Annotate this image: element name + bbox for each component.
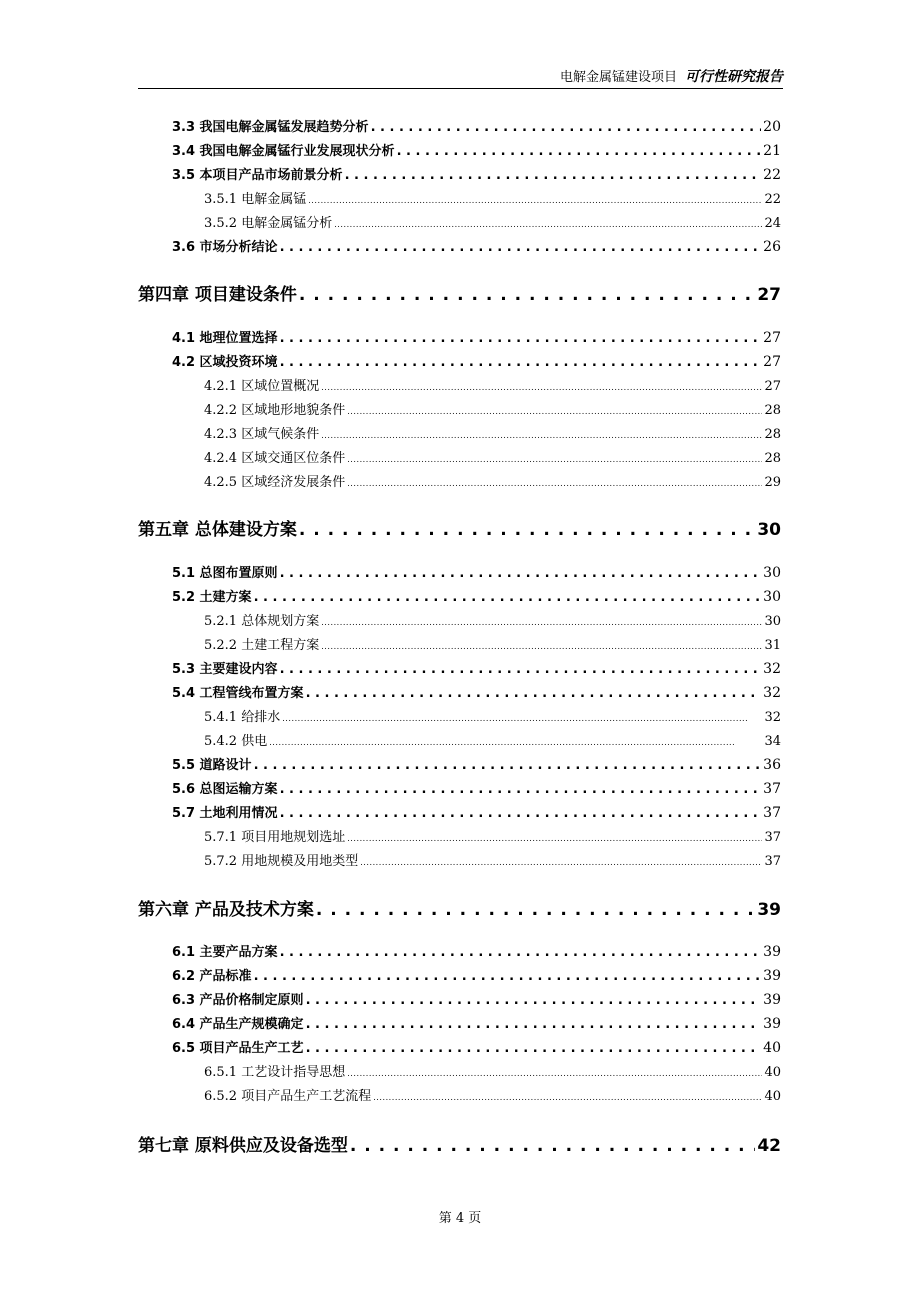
toc-subsection-page-number: 37 (764, 854, 781, 869)
toc-section-page-number: 36 (763, 757, 781, 773)
toc-subsection-page-number: 22 (764, 192, 781, 207)
dot-leader (350, 1136, 755, 1156)
toc-chapter[interactable] (138, 280, 781, 306)
toc-chapter[interactable] (138, 1131, 781, 1157)
toc-subsection-page-number: 28 (764, 403, 781, 418)
toc-subsection[interactable] (204, 1085, 781, 1105)
toc-subsection-title: 5.4.1 给排水 (204, 710, 281, 725)
dot-leader (254, 969, 762, 984)
toc-chapter-title: 第四章 项目建设条件 (138, 285, 297, 305)
dot-leader (254, 758, 762, 773)
dot-leader (306, 1017, 762, 1032)
toc-subsection-page-number: 28 (764, 427, 781, 442)
toc-subsection-page-number: 34 (764, 734, 781, 749)
toc-subsection-title: 4.2.2 区域地形地貌条件 (204, 403, 346, 418)
toc-section[interactable] (172, 327, 781, 347)
toc-section-title: 5.3 主要建设内容 (172, 662, 278, 677)
header-project-title: 电解金属锰建设项目 (559, 70, 677, 85)
header-document-type: 可行性研究报告 (685, 69, 783, 85)
toc-section-title: 5.2 土建方案 (172, 590, 252, 605)
dot-leader (345, 168, 762, 183)
toc-subsection[interactable] (204, 850, 781, 870)
dot-leader (306, 1041, 762, 1056)
dot-leader (316, 900, 755, 920)
toc-section[interactable] (172, 140, 781, 160)
toc-subsection[interactable] (204, 706, 781, 726)
dot-leader (308, 196, 762, 205)
dot-leader (280, 945, 762, 960)
toc-section-page-number: 32 (763, 661, 781, 677)
toc-subsection-page-number: 37 (764, 830, 781, 845)
toc-subsection-page-number: 40 (764, 1065, 781, 1080)
toc-chapter-page-number: 30 (757, 520, 781, 540)
toc-subsection-page-number: 27 (764, 379, 781, 394)
toc-subsection-title: 4.2.5 区域经济发展条件 (204, 475, 346, 490)
toc-section-title: 3.6 市场分析结论 (172, 240, 278, 255)
toc-subsection-page-number: 29 (764, 475, 781, 490)
dot-leader (280, 806, 762, 821)
toc-chapter-title: 第六章 产品及技术方案 (138, 900, 314, 920)
dot-leader (306, 993, 762, 1008)
toc-section[interactable] (172, 802, 781, 822)
toc-section[interactable] (172, 116, 781, 136)
toc-subsection[interactable] (204, 212, 781, 232)
dot-leader (373, 1093, 762, 1102)
toc-subsection[interactable] (204, 375, 781, 395)
toc-subsection[interactable] (204, 423, 781, 443)
toc-subsection-title: 5.4.2 供电 (204, 734, 268, 749)
dot-leader (280, 240, 762, 255)
dot-leader (299, 520, 755, 540)
dot-leader (347, 479, 762, 488)
toc-section[interactable] (172, 941, 781, 961)
toc-section-title: 5.6 总图运输方案 (172, 782, 278, 797)
toc-section-page-number: 22 (763, 167, 781, 183)
toc-section-title: 6.3 产品价格制定原则 (172, 993, 304, 1008)
toc-section[interactable] (172, 1013, 781, 1033)
toc-subsection-title: 5.2.1 总体规划方案 (204, 614, 320, 629)
toc-chapter-page-number: 39 (757, 900, 781, 920)
toc-section-title: 4.1 地理位置选择 (172, 331, 278, 346)
toc-subsection-title: 5.7.2 用地规模及用地类型 (204, 854, 359, 869)
page-header (138, 64, 783, 89)
toc-subsection[interactable] (204, 447, 781, 467)
toc-section-page-number: 37 (763, 781, 781, 797)
dot-leader (269, 738, 762, 747)
dot-leader (334, 220, 762, 229)
dot-leader (397, 144, 762, 159)
toc-section-page-number: 27 (763, 354, 781, 370)
toc-section-title: 3.5 本项目产品市场前景分析 (172, 168, 343, 183)
toc-section-page-number: 39 (763, 944, 781, 960)
toc-subsection[interactable] (204, 730, 781, 750)
toc-subsection-page-number: 28 (764, 451, 781, 466)
toc-section-page-number: 27 (763, 330, 781, 346)
toc-subsection[interactable] (204, 1061, 781, 1081)
toc-chapter[interactable] (138, 895, 781, 921)
toc-subsection-title: 4.2.3 区域气候条件 (204, 427, 320, 442)
toc-section[interactable] (172, 965, 781, 985)
dot-leader (280, 566, 762, 581)
toc-section-title: 5.7 土地利用情况 (172, 806, 278, 821)
toc-section[interactable] (172, 562, 781, 582)
toc-section-title: 6.4 产品生产规模确定 (172, 1017, 304, 1032)
toc-subsection-title: 6.5.2 项目产品生产工艺流程 (204, 1089, 372, 1104)
toc-section[interactable] (172, 778, 781, 798)
dot-leader (280, 782, 762, 797)
toc-section-title: 6.5 项目产品生产工艺 (172, 1041, 304, 1056)
toc-subsection[interactable] (204, 826, 781, 846)
toc-section-page-number: 30 (763, 565, 781, 581)
toc-subsection-title: 5.7.1 项目用地规划选址 (204, 830, 346, 845)
toc-subsection-title: 5.2.2 土建工程方案 (204, 638, 320, 653)
toc-section[interactable] (172, 236, 781, 256)
toc-section-page-number: 37 (763, 805, 781, 821)
dot-leader (347, 455, 762, 464)
dot-leader (282, 714, 762, 723)
toc-section-page-number: 30 (763, 589, 781, 605)
toc-chapter[interactable] (138, 515, 781, 541)
toc-chapter-page-number: 42 (757, 1136, 781, 1156)
toc-section-title: 5.5 道路设计 (172, 758, 252, 773)
toc-section-page-number: 32 (763, 685, 781, 701)
dot-leader (321, 383, 762, 392)
toc-section[interactable] (172, 586, 781, 606)
dot-leader (347, 834, 762, 843)
toc-subsection[interactable] (204, 634, 781, 654)
toc-section-title: 5.1 总图布置原则 (172, 566, 278, 581)
toc-subsection-page-number: 31 (764, 638, 781, 653)
dot-leader (347, 1069, 762, 1078)
toc-section[interactable] (172, 164, 781, 184)
dot-leader (321, 642, 762, 651)
toc-section-page-number: 39 (763, 992, 781, 1008)
page-number: 第 4 页 (438, 1211, 482, 1226)
toc-subsection-page-number: 30 (764, 614, 781, 629)
dot-leader (321, 431, 762, 440)
toc-section[interactable] (172, 1037, 781, 1057)
toc-section-page-number: 20 (763, 119, 781, 135)
dot-leader (254, 590, 762, 605)
dot-leader (360, 858, 762, 867)
toc-subsection[interactable] (204, 471, 781, 491)
toc-section[interactable] (172, 989, 781, 1009)
dot-leader (306, 686, 762, 701)
toc-chapter-title: 第七章 原料供应及设备选型 (138, 1136, 348, 1156)
dot-leader (347, 407, 762, 416)
toc-section-title: 3.4 我国电解金属锰行业发展现状分析 (172, 144, 395, 159)
toc-section[interactable] (172, 658, 781, 678)
dot-leader (280, 331, 762, 346)
toc-section-title: 4.2 区域投资环境 (172, 355, 278, 370)
toc-subsection[interactable] (204, 399, 781, 419)
toc-section-title: 6.2 产品标准 (172, 969, 252, 984)
toc-chapter-title: 第五章 总体建设方案 (138, 520, 297, 540)
toc-subsection-title: 3.5.2 电解金属锰分析 (204, 216, 333, 231)
toc-subsection[interactable] (204, 610, 781, 630)
toc-chapter-page-number: 27 (757, 285, 781, 305)
dot-leader (371, 120, 762, 135)
toc-section-page-number: 40 (763, 1040, 781, 1056)
dot-leader (299, 285, 755, 305)
toc-section[interactable] (172, 682, 781, 702)
toc-section-title: 6.1 主要产品方案 (172, 945, 278, 960)
toc-subsection-title: 3.5.1 电解金属锰 (204, 192, 307, 207)
toc-subsection-page-number: 32 (764, 710, 781, 725)
toc-subsection-title: 6.5.1 工艺设计指导思想 (204, 1065, 346, 1080)
toc-section-page-number: 39 (763, 1016, 781, 1032)
toc-subsection-page-number: 24 (764, 216, 781, 231)
toc-subsection-title: 4.2.1 区域位置概况 (204, 379, 320, 394)
toc-subsection-page-number: 40 (764, 1089, 781, 1104)
toc-section-page-number: 26 (763, 239, 781, 255)
toc-section-page-number: 21 (763, 143, 781, 159)
toc-section-page-number: 39 (763, 968, 781, 984)
toc-section-title: 3.3 我国电解金属锰发展趋势分析 (172, 120, 369, 135)
toc-subsection-title: 4.2.4 区域交通区位条件 (204, 451, 346, 466)
dot-leader (280, 355, 762, 370)
toc-section[interactable] (172, 754, 781, 774)
dot-leader (321, 618, 762, 627)
toc-subsection[interactable] (204, 188, 781, 208)
toc-section-title: 5.4 工程管线布置方案 (172, 686, 304, 701)
dot-leader (280, 662, 762, 677)
toc-section[interactable] (172, 351, 781, 371)
